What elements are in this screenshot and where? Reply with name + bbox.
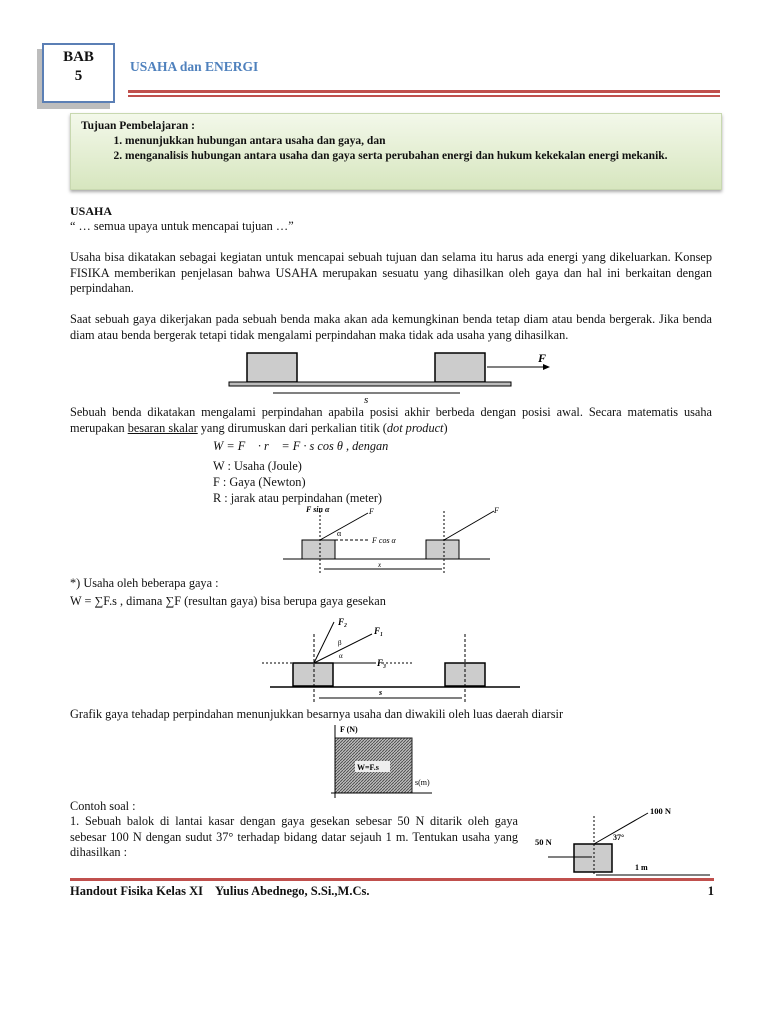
work-formula: W = F⃗ · r⃗ = F · s cos θ , dengan xyxy=(213,439,389,453)
goals-heading: Tujuan Pembelajaran : xyxy=(81,120,195,132)
page-number: 1 xyxy=(707,884,714,898)
example-problem: 1. Sebuah balok di lantai kasar dengan gaya gesekan sebesar 50 N ditarik oleh gaya sebesar 100 N dengan sudut 37° terhadap bidang datar sejauh 1 m. Tentukan usaha yang dihasilkan : xyxy=(70,814,518,859)
text: ) xyxy=(443,420,448,435)
text-underlined: besaran skalar xyxy=(127,420,198,435)
friction-label: 50 N xyxy=(535,837,552,847)
fcos-label: F cos α xyxy=(372,536,396,545)
alpha-label: α xyxy=(339,652,343,660)
footer-text: Handout Fisika Kelas XI Yulius Abednego, S.Si.,M.Cs. xyxy=(70,884,370,898)
header-rule xyxy=(128,90,720,93)
diagram-force-components xyxy=(280,503,510,575)
f1-label: F₁ xyxy=(374,626,384,636)
block xyxy=(574,844,612,872)
footer xyxy=(70,884,714,899)
displacement-label: s xyxy=(379,688,383,697)
distance-label: 1 m xyxy=(635,863,648,872)
fsin-label: F sin α xyxy=(306,505,330,514)
definitions xyxy=(213,458,382,506)
learning-goals-box xyxy=(70,113,722,190)
section-heading: USAHA xyxy=(70,204,113,218)
force-arrow xyxy=(320,513,368,540)
diagram-multiple-forces xyxy=(262,614,522,704)
text: yang dirumuskan dari perkalian titik ( xyxy=(197,420,387,435)
text-italic: dot product xyxy=(386,420,444,435)
chapter-title: USAHA dan ENERGI xyxy=(130,59,259,74)
f2-label: F₂ xyxy=(338,617,348,627)
block xyxy=(302,540,335,559)
paragraph: Saat sebuah gaya dikerjakan pada sebuah benda maka akan ada kemungkinan benda tetap diam atau benda bergerak. Jika benda diam atau benda bergerak tetapi tidak mengalami perpindahan maka tidak ada usaha yang dihasilkan. xyxy=(70,312,712,342)
block xyxy=(426,540,459,559)
f-label: F xyxy=(369,507,374,516)
graph-description: Grafik gaya tehadap perpindahan menunjukkan besarnya usaha dan diwakili oleh luas daerah diarsir xyxy=(70,707,564,721)
definition: F : Gaya (Newton) xyxy=(213,475,306,489)
definition: W : Usaha (Joule) xyxy=(213,459,302,473)
multi-force-heading: *) Usaha oleh beberapa gaya : xyxy=(70,576,219,590)
chapter-label: BAB xyxy=(63,49,94,65)
header-rule-2 xyxy=(128,95,720,97)
displacement-label: x xyxy=(378,561,382,569)
alpha-label: α xyxy=(337,529,342,538)
y-axis-label: F (N) xyxy=(340,725,358,734)
chapter-badge xyxy=(42,43,115,103)
definition: R : jarak atau perpindahan (meter) xyxy=(213,491,383,505)
f-label: F xyxy=(494,506,499,515)
quote: “ … semua upaya untuk mencapai tujuan …” xyxy=(70,219,294,233)
footer-rule xyxy=(70,878,714,881)
goal-item: 2. menganalisis hubungan antara usaha dan gaya serta perubahan energi dan hukum kekekalan energi mekanik. xyxy=(125,149,711,164)
x-axis-label: s(m) xyxy=(415,778,430,787)
diagram-example xyxy=(530,800,720,878)
f2-arrow xyxy=(314,622,334,663)
text: Sebuah benda dikatakan mengalami perpindahan apabila posisi akhir berbeda dengan posisi awal. Secara matematis usaha merupakan xyxy=(70,405,712,435)
paragraph: Usaha bisa dikatakan sebagai kegiatan untuk mencapai sebuah tujuan dan selama itu harus ada energi yang dikeluarkan. Konsep FISIKA memberikan penjelasan bahwa USAHA merupakan sesuatu yang dihasilkan oleh gaya dan hal ini berkaitan dengan perpindahan. xyxy=(70,250,712,295)
f1-arrow xyxy=(314,634,372,663)
f3-label: F₃ xyxy=(377,658,387,668)
chapter-number: 5 xyxy=(74,68,83,84)
beta-label: β xyxy=(338,639,342,647)
example-heading: Contoh soal : xyxy=(70,799,136,813)
block xyxy=(247,353,297,382)
diagram-displacement xyxy=(225,350,555,405)
displacement-label: s xyxy=(364,394,369,405)
goal-item: 1. menunjukkan hubungan antara usaha dan gaya, dan xyxy=(125,134,711,149)
multi-force-formula: W = ∑F.s , dimana ∑F (resultan gaya) bisa berupa gaya gesekan xyxy=(70,594,386,608)
force-arrow xyxy=(444,511,494,540)
paragraph xyxy=(70,405,712,436)
pull-label: 100 N xyxy=(650,806,672,816)
force-displacement-graph xyxy=(325,722,435,800)
floor xyxy=(229,382,511,386)
block xyxy=(293,663,333,686)
block xyxy=(435,353,485,382)
force-label: F xyxy=(538,351,547,365)
angle-label: 37° xyxy=(613,833,625,842)
area-label: W=F.s xyxy=(357,763,379,772)
